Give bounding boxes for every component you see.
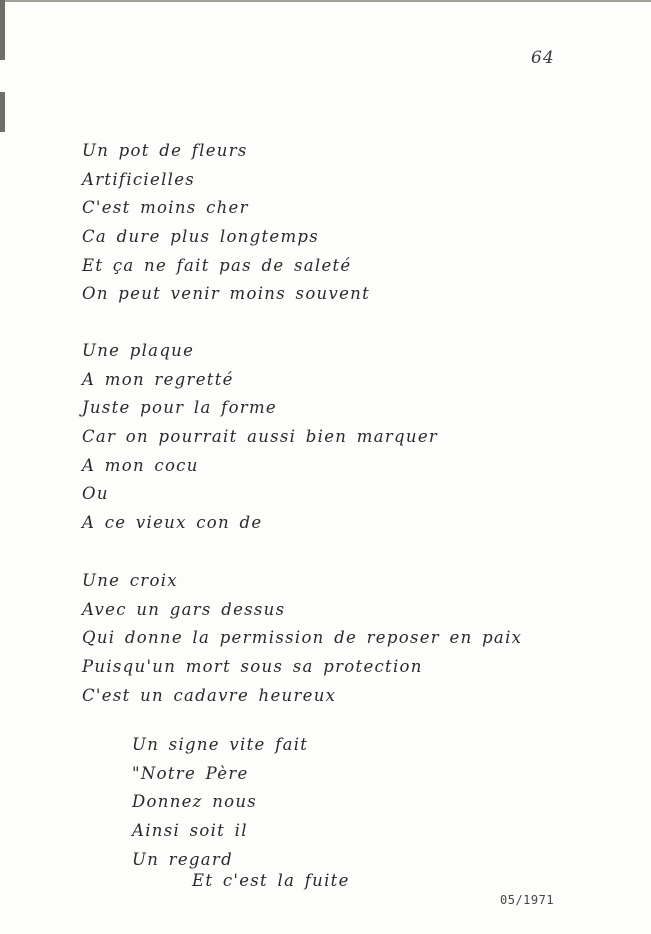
poem-line: Juste pour la forme (82, 398, 278, 418)
poem-line: A mon cocu (82, 455, 199, 475)
poem-line: Artificielles (82, 169, 196, 189)
date-stamp: 05/1971 (500, 893, 555, 907)
page-left-edge-mark (0, 0, 5, 60)
stanza-3 (82, 567, 522, 710)
poem-line: Qui donne la permission de reposer en paix (82, 628, 523, 648)
poem-line: A mon regretté (82, 369, 234, 389)
page-top-edge (0, 0, 651, 2)
poem-line: Donnez nous (132, 792, 258, 812)
page-left-edge-mark (0, 92, 5, 132)
poem-line: Ou (82, 484, 109, 504)
stanza-2 (82, 337, 438, 538)
poem-line: A ce vieux con de (82, 513, 263, 533)
poem-final-line: Et c'est la fuite (192, 871, 350, 890)
poem-line: Ainsi soit il (132, 821, 248, 841)
poem-line: Un pot de fleurs (82, 141, 248, 160)
stanza-1 (82, 137, 370, 309)
poem-line: On peut venir moins souvent (82, 284, 371, 304)
poem-line: Un regard (132, 849, 233, 869)
poem-line: "Notre Père (132, 763, 249, 783)
poem-line: Car on pourrait aussi bien marquer (82, 427, 439, 447)
poem-line: Et ça ne fait pas de saleté (82, 255, 352, 275)
poem-line: C'est moins cher (82, 198, 249, 218)
poem-line: Une plaque (82, 341, 195, 360)
poem-line: Avec un gars dessus (82, 599, 286, 619)
poem-line: C'est un cadavre heureux (82, 685, 337, 705)
poem-line: Une croix (82, 571, 178, 590)
page-number: 64 (531, 48, 555, 68)
stanza-4-indented (132, 731, 308, 874)
poem-line: Ca dure plus longtemps (82, 227, 320, 247)
poem-line: Puisqu'un mort sous sa protection (82, 657, 423, 677)
poem-line: Un signe vite fait (132, 735, 309, 754)
